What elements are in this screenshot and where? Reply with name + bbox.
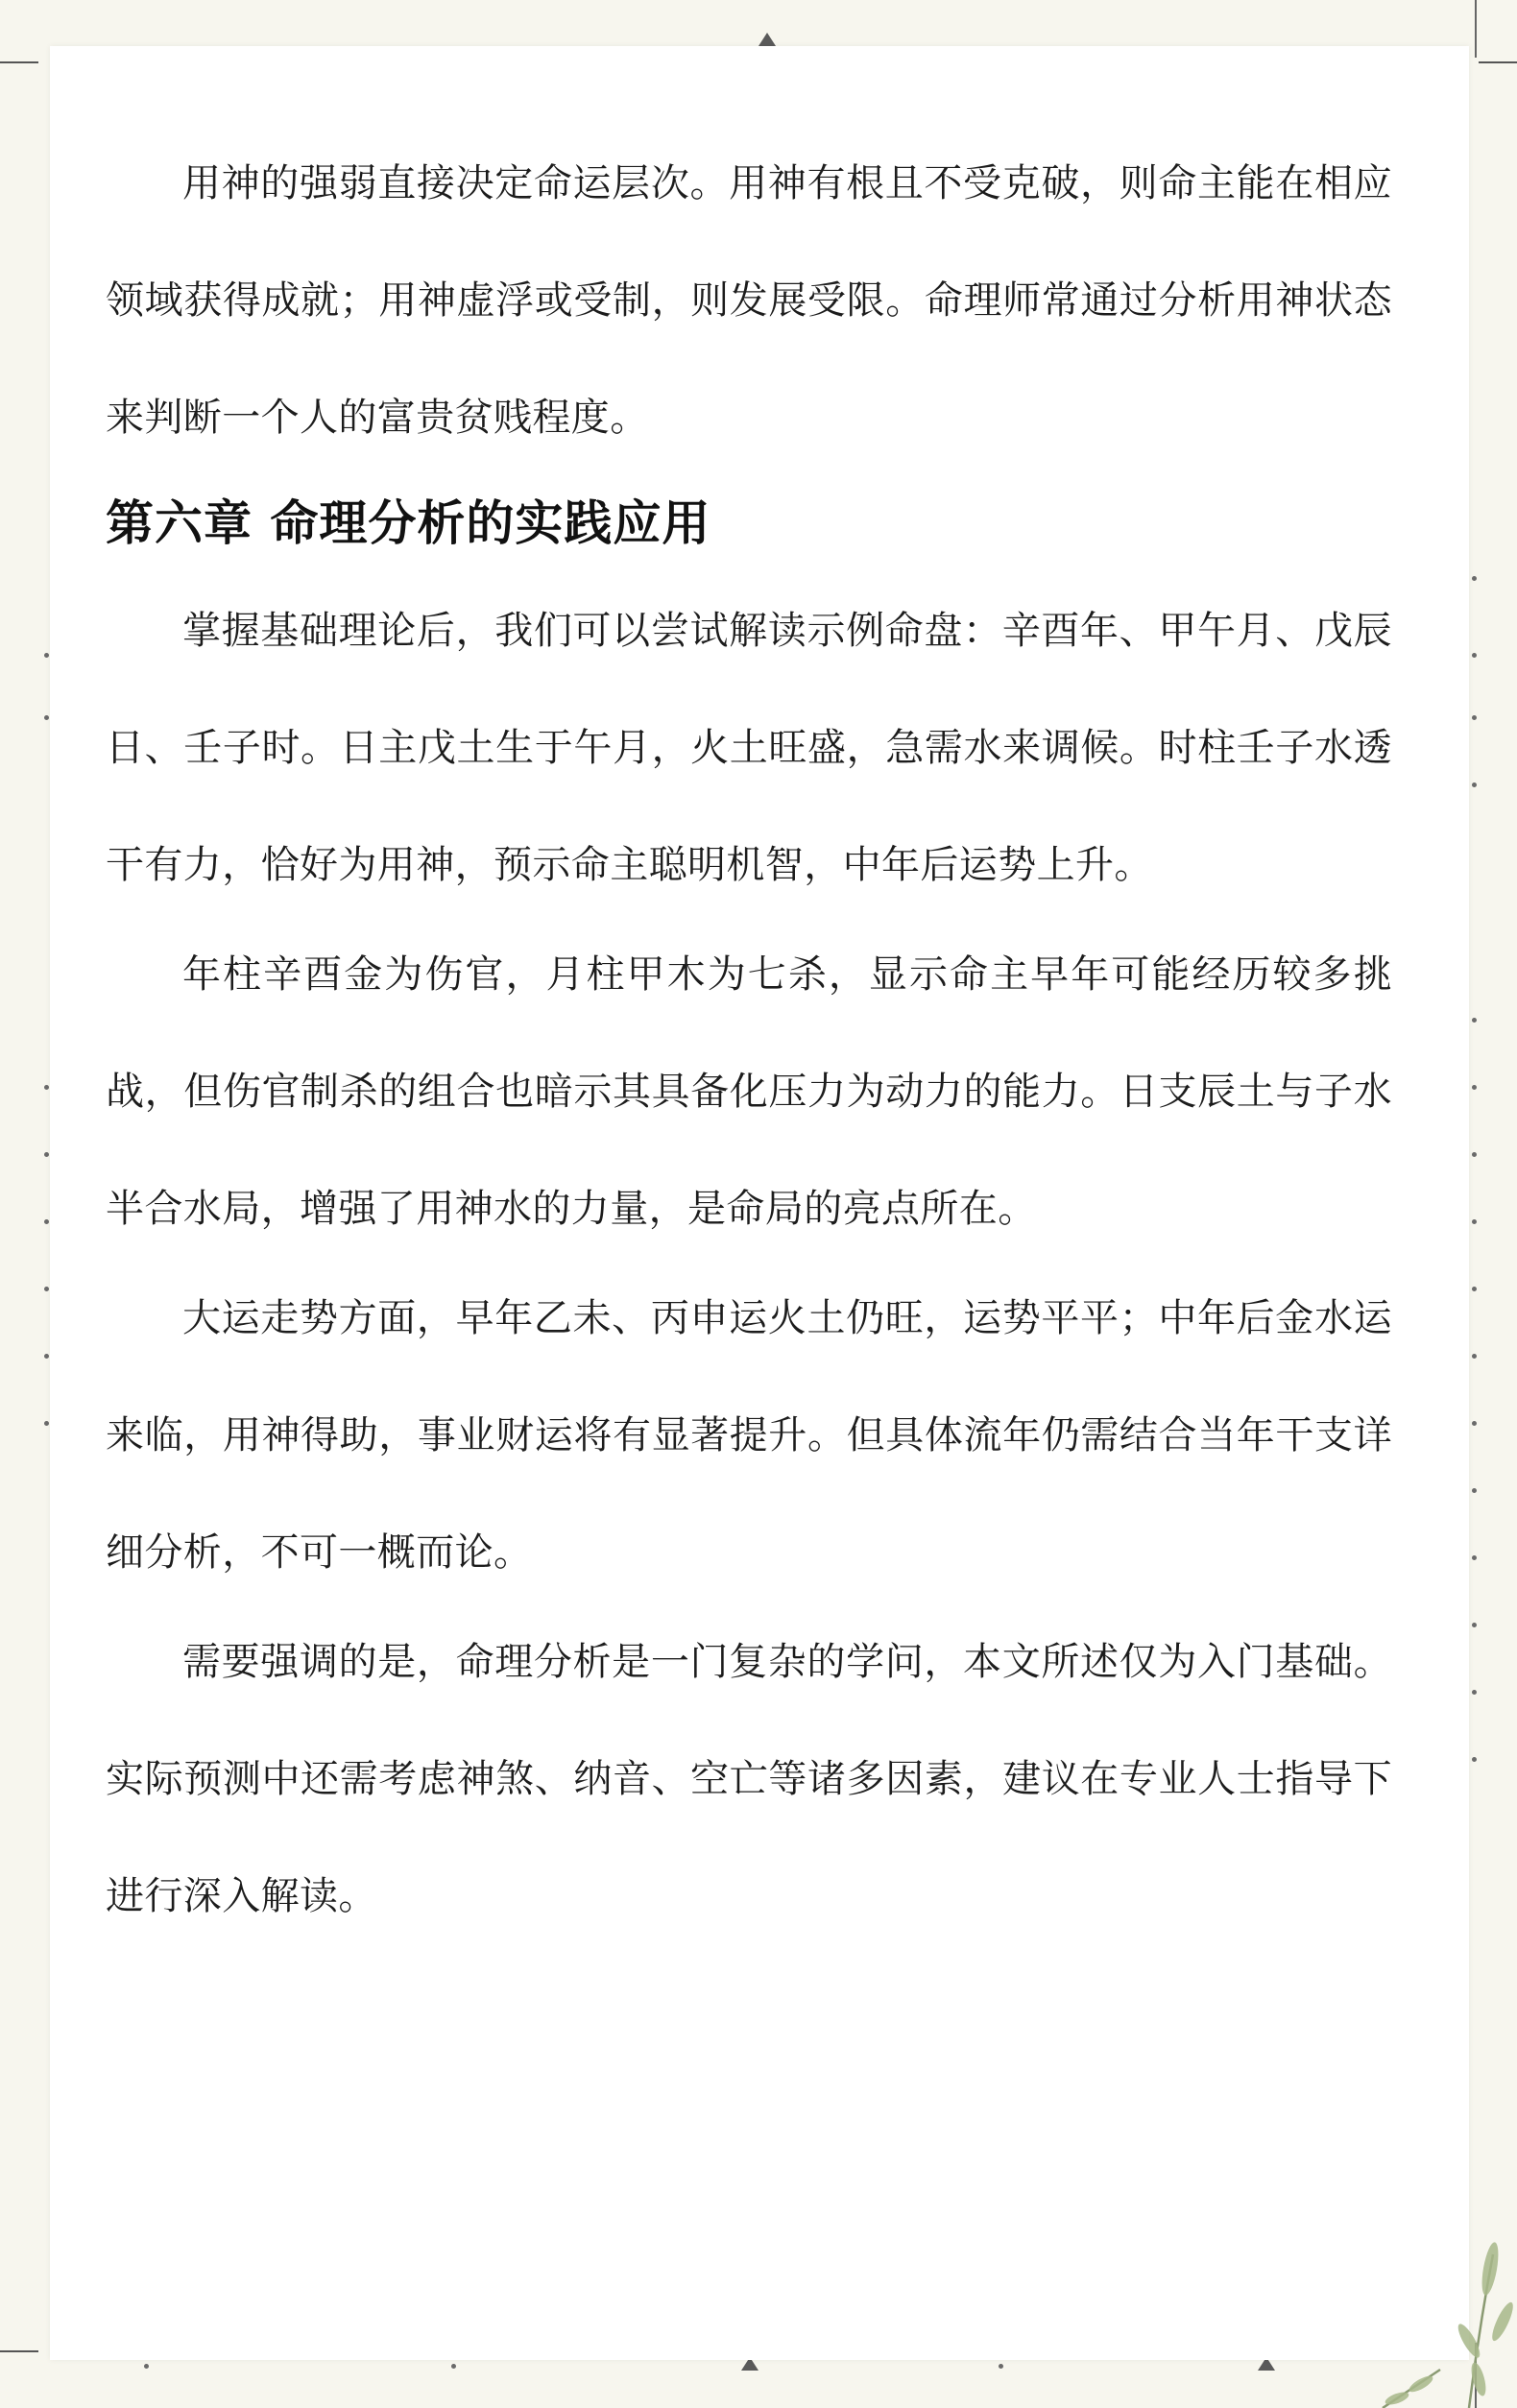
edge-dot — [1472, 1757, 1477, 1762]
triangle-ornament — [758, 33, 776, 46]
chapter-heading: 第六章 命理分析的实践应用 — [106, 495, 711, 551]
edge-dot — [1472, 1623, 1477, 1627]
edge-dot — [44, 653, 49, 658]
edge-dot — [44, 715, 49, 720]
edge-dot — [1472, 653, 1477, 658]
edge-dot — [1472, 1085, 1477, 1090]
edge-dot — [1472, 1152, 1477, 1157]
corner-dash — [0, 2350, 38, 2352]
leaf-branch-icon — [1325, 2216, 1517, 2408]
paragraph: 用神的强弱直接决定命运层次。用神有根且不受克破，则命主能在相应领域获得成就；用神虚浮或受制，则发展受限。命理师常通过分析用神状态来判断一个人的富贵贫贱程度。 — [106, 161, 1392, 440]
edge-dot — [1472, 1018, 1477, 1023]
edge-dot — [1472, 1354, 1477, 1359]
corner-dash — [1479, 61, 1517, 63]
edge-dot — [1472, 1488, 1477, 1493]
edge-dot — [451, 2364, 456, 2369]
edge-dot — [1472, 1421, 1477, 1426]
edge-dot — [44, 1085, 49, 1090]
edge-dot — [1472, 783, 1477, 787]
corner-dash — [0, 61, 38, 63]
paragraph: 年柱辛酉金为伤官，月柱甲木为七杀，显示命主早年可能经历较多挑战，但伤官制杀的组合也暗示其具备化压力为动力的能力。日支辰土与子水半合水局，增强了用神水的力量，是命局的亮点所在。 — [106, 952, 1392, 1231]
edge-dot — [44, 1287, 49, 1291]
paragraph: 大运走势方面，早年乙未、丙申运火土仍旺，运势平平；中年后金水运来临，用神得助，事业财运将有显著提升。但具体流年仍需结合当年干支详细分析，不可一概而论。 — [106, 1296, 1392, 1575]
edge-dot — [44, 1354, 49, 1359]
edge-dot — [44, 1219, 49, 1224]
border-line — [1475, 0, 1477, 58]
paragraph: 掌握基础理论后，我们可以尝试解读示例命盘：辛酉年、甲午月、戊辰日、壬子时。日主戊土生于午月，火土旺盛，急需水来调候。时柱壬子水透干有力，恰好为用神，预示命主聪明机智，中年后运势上升。 — [106, 609, 1392, 887]
edge-dot — [1472, 1287, 1477, 1291]
document-body — [106, 125, 1392, 1955]
edge-dot — [144, 2364, 149, 2369]
paragraph: 需要强调的是，命理分析是一门复杂的学问，本文所述仅为入门基础。实际预测中还需考虑神煞、纳音、空亡等诸多因素，建议在专业人士指导下进行深入解读。 — [106, 1640, 1392, 1918]
edge-dot — [1472, 576, 1477, 581]
edge-dot — [44, 1152, 49, 1157]
edge-dot — [1472, 1690, 1477, 1695]
edge-dot — [999, 2364, 1003, 2369]
edge-dot — [1472, 1555, 1477, 1560]
edge-dot — [1472, 1219, 1477, 1224]
edge-dot — [44, 1421, 49, 1426]
edge-dot — [1472, 715, 1477, 720]
